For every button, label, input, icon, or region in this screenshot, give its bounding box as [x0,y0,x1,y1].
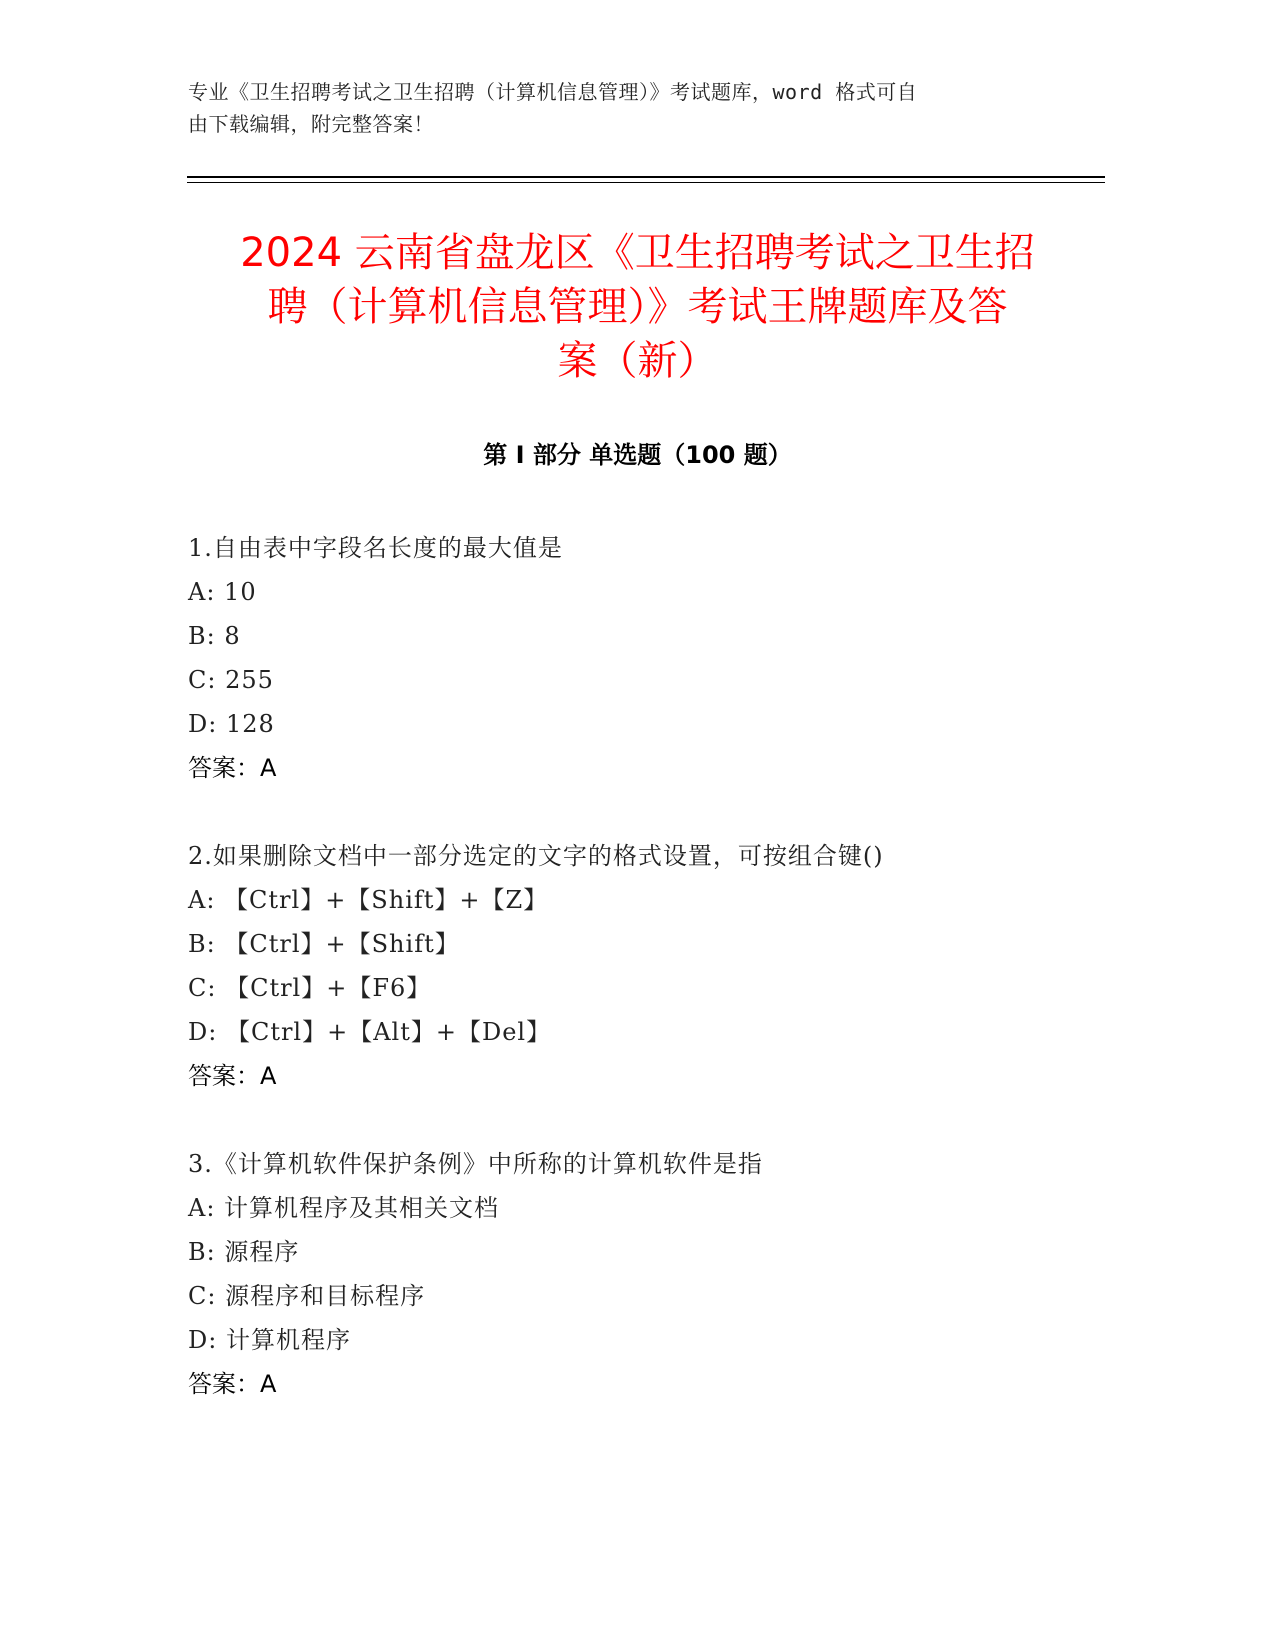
option-b: B: 源程序 [188,1238,300,1266]
document-title-line-3: 案（新） [557,338,718,384]
option-c: C: 255 [188,666,274,694]
option-a: A: 计算机程序及其相关文档 [188,1194,500,1222]
answer-key: 答案：A [188,1370,277,1398]
question-stem: 3.《计算机软件保护条例》中所称的计算机软件是指 [188,1150,763,1178]
question-stem: 2.如果删除文档中一部分选定的文字的格式设置，可按组合键() [188,842,884,870]
header-rule-thick [187,176,1105,178]
option-b: B: 8 [188,622,241,650]
header-rule-thin [187,182,1105,183]
option-a: A: 【Ctrl】+【Shift】+【Z】 [188,886,549,914]
header-note-line-1: 专业《卫生招聘考试之卫生招聘（计算机信息管理）》考试题库，word 格式可自 [188,80,918,104]
header-note [188,76,1078,140]
option-b: B: 【Ctrl】+【Shift】 [188,930,460,958]
document-title [150,226,1125,388]
option-a: A: 10 [188,578,257,606]
document-title-line-1: 2024 云南省盘龙区《卫生招聘考试之卫生招 [240,230,1035,276]
answer-key: 答案：A [188,754,277,782]
question-item [188,526,1088,790]
option-d: D: 128 [188,710,275,738]
section-heading: 第 I 部分 单选题（100 题） [483,441,792,469]
option-d: D: 计算机程序 [188,1326,351,1354]
option-c: C: 【Ctrl】+【F6】 [188,974,432,1002]
question-list [188,526,1088,1450]
header-note-line-2: 由下载编辑，附完整答案！ [188,112,434,136]
question-stem: 1.自由表中字段名长度的最大值是 [188,534,563,562]
question-item [188,834,1088,1098]
option-d: D: 【Ctrl】+【Alt】+【Del】 [188,1018,552,1046]
question-item [188,1142,1088,1406]
document-title-line-2: 聘（计算机信息管理）》考试王牌题库及答 [267,284,1008,330]
option-c: C: 源程序和目标程序 [188,1282,426,1310]
answer-key: 答案：A [188,1062,277,1090]
